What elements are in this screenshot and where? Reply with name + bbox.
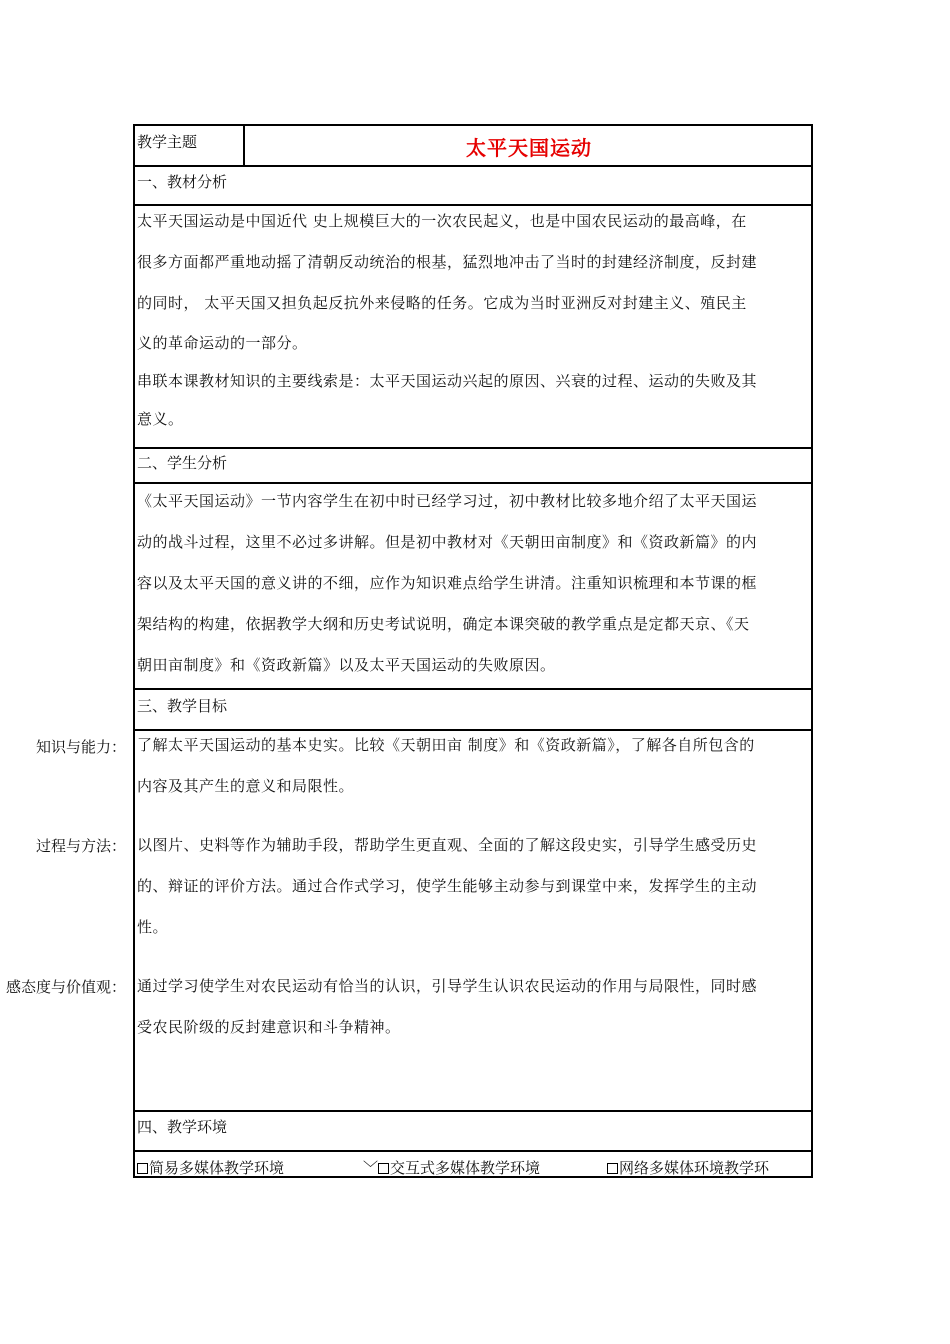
lesson-plan-table bbox=[133, 124, 813, 1178]
text-line: 义的革命运动的一部分。 bbox=[137, 334, 308, 352]
text-line: 容以及太平天国的意义讲的不细，应作为知识难点给学生讲清。注重知识梳理和本节课的框 bbox=[137, 574, 758, 592]
students-paragraph bbox=[137, 481, 813, 686]
text-line: 内容及其产生的意义和局限性。 bbox=[137, 777, 355, 795]
topic-label: 教学主题 bbox=[137, 133, 198, 151]
row-divider bbox=[135, 688, 811, 690]
text-line: 《太平天国运动》一节内容学生在初中时已经学习过，初中教材比较多地介绍了太平天国运 bbox=[137, 492, 758, 510]
section-heading-goals: 三、教学目标 bbox=[137, 697, 228, 715]
row-divider bbox=[135, 1110, 811, 1112]
text-line: 架结构的构建，依据教学大纲和历史考试说明，确定本课突破的教学重点是定都天京、《天 bbox=[137, 615, 750, 633]
goal-label-attitude: 感态度与价值观： bbox=[5, 978, 126, 996]
text-line: 通过学习使学生对农民运动有恰当的认识，引导学生认识农民运动的作用与局限性，同时感 bbox=[137, 977, 758, 995]
section-heading-materials: 一、教材分析 bbox=[137, 173, 228, 191]
goal-label-process: 过程与方法： bbox=[35, 837, 126, 855]
row-divider bbox=[135, 447, 811, 449]
row-divider bbox=[135, 165, 811, 167]
text-line: 的、辩证的评价方法。通过合作式学习，使学生能够主动参与到课堂中来，发挥学生的主动 bbox=[137, 877, 758, 895]
env-option-simple[interactable] bbox=[137, 1158, 284, 1178]
text-line: 受农民阶级的反封建意识和斗争精神。 bbox=[137, 1018, 401, 1036]
goal-process-text bbox=[137, 825, 813, 948]
checkbox-icon[interactable] bbox=[137, 1163, 148, 1174]
goal-attitude-text bbox=[137, 966, 813, 1048]
checkbox-icon[interactable] bbox=[607, 1163, 618, 1174]
checkbox-icon[interactable] bbox=[378, 1163, 389, 1174]
text-line: 了解太平天国运动的基本史实。比较《天朝田亩 制度》和《资政新篇》，了解各自所包含的 bbox=[137, 736, 755, 754]
goal-label-knowledge: 知识与能力： bbox=[35, 738, 126, 756]
text-line: 意义。 bbox=[137, 410, 184, 428]
section-heading-students: 二、学生分析 bbox=[137, 454, 228, 472]
env-option-network[interactable] bbox=[607, 1158, 769, 1178]
env-option-interactive[interactable] bbox=[363, 1158, 540, 1178]
section-heading-environment: 四、教学环境 bbox=[137, 1118, 228, 1136]
row-divider bbox=[135, 1150, 811, 1152]
text-line: 朝田亩制度》和《资政新篇》以及太平天国运动的失败原因。 bbox=[137, 656, 556, 674]
check-mark-icon: ﹀ bbox=[363, 1159, 379, 1177]
goal-knowledge-text bbox=[137, 725, 813, 807]
text-line: 很多方面都严重地动摇了清朝反动统治的根基，猛烈地冲击了当时的封建经济制度，反封建 bbox=[137, 253, 758, 271]
topic-title: 太平天国运动 bbox=[466, 135, 592, 160]
text-line: 以图片、史料等作为辅助手段，帮助学生更直观、全面的了解这段史实，引导学生感受历史 bbox=[137, 836, 758, 854]
env-option-label: 简易多媒体教学环境 bbox=[149, 1159, 285, 1177]
text-line: 动的战斗过程，这里不必过多讲解。但是初中教材对《天朝田亩制度》和《资政新篇》的内 bbox=[137, 533, 758, 551]
text-line: 太平天国运动是中国近代 史上规模巨大的一次农民起义，也是中国农民运动的最高峰，在 bbox=[137, 212, 747, 230]
text-line: 的同时， 太平天国又担负起反抗外来侵略的任务。它成为当时亚洲反对封建主义、殖民主 bbox=[137, 294, 747, 312]
env-option-label: 交互式多媒体教学环境 bbox=[390, 1159, 541, 1177]
materials-paragraph bbox=[137, 201, 813, 440]
text-line: 性。 bbox=[137, 918, 169, 936]
text-line: 串联本课教材知识的主要线索是：太平天国运动兴起的原因、兴衰的过程、运动的失败及其 bbox=[137, 372, 758, 390]
env-option-label: 网络多媒体环境教学环 bbox=[619, 1159, 770, 1177]
